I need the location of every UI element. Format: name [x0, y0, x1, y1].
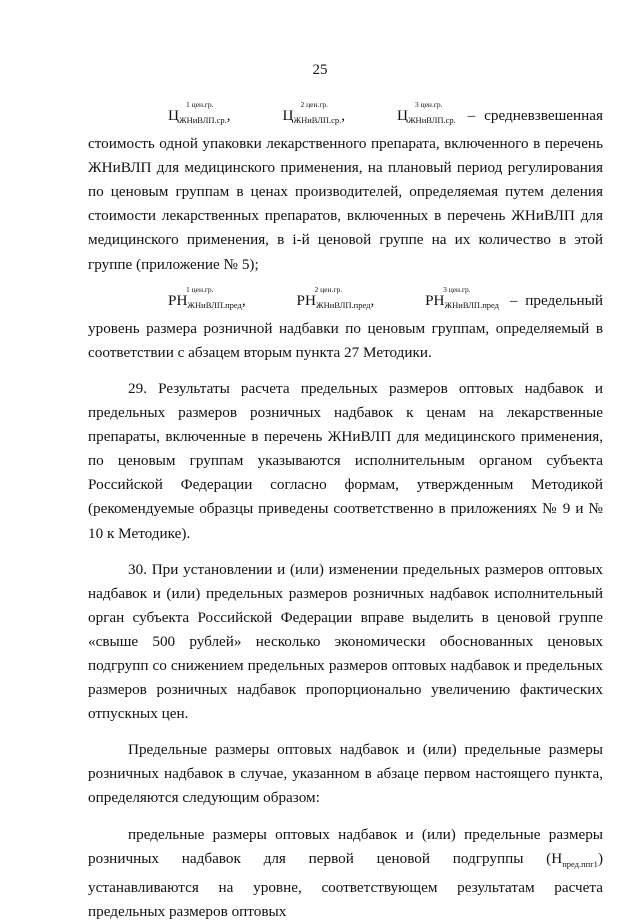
formula-tsen-definition: [88, 100, 604, 277]
formula-term: $Ц_{ЖНиВЛП.ср.}$ 1 цен.гр. ,: [168, 100, 231, 125]
formula-tsen-text: – средневзвешенная стоимость одной упаковки лекарственного препарата, включенного в перечень ЖНиВЛП для медицинского применения, на плановый период регулирования по ценовым группам в ценах производителей, определяемая путем деления стоимости лекарственных препаратов, включенных в перечень ЖНиВЛП для медицинского применения, в i-й ценовой группе на их количество в этой группе (приложение № 5);: [88, 107, 604, 273]
formula-rn-definition: [88, 284, 603, 365]
formula-tsen-symbols: [128, 100, 468, 125]
formula-term: $РН_{ЖНиВЛП.пред}$ 2 цен.гр. ,: [296, 284, 375, 310]
page-number: 25: [312, 62, 328, 78]
formula-term: $РН_{ЖНиВЛП.пред}$ 1 цен.гр. ,: [168, 284, 246, 310]
paragraph-limits: Предельные размеры оптовых надбавок и (или) предельные размеры розничных надбавок в случае, указанном в абзаце первом настоящего пункта, определяются следующим образом:: [88, 741, 603, 807]
paragraph-29: 29. Результаты расчета предельных размеров оптовых надбавок и предельных размеров розничных надбавок к ценам на лекарственные препараты, включенные в перечень ЖНиВЛП для медицинского применения, по ценовым группам указываются исполнительным органом субъекта Российской Федерации согласно формам, утвержденным Методикой (рекомендуемые образцы приведены соответственно в приложениях № 9 и № 10 к Методике).: [88, 379, 603, 542]
formula-term: $Ц_{ЖНиВЛП.ср.}$ 2 цен.гр. ,: [282, 100, 346, 125]
formula-rn-text: – предельный уровень размера розничной надбавки по ценовым группам, определяемый в соответствии с абзацем вторым пункта 27 Методики.: [88, 291, 603, 361]
formula-rn-symbols: [128, 284, 510, 310]
paragraph-30: 30. При установлении и (или) изменении предельных размеров оптовых надбавок и (или) предельных размеров розничных надбавок исполнительный орган субъекта Российской Федерации вправе выделить в ценовой группе «свыше 500 рублей» несколько экономически обоснованных ценовых подгрупп со снижением предельных размеров оптовых надбавок и предельных размеров розничных надбавок пропорционально увеличению фактических отпускных цен.: [88, 560, 603, 723]
formula-term: $РН_{ЖНиВЛП.пред}$ 3 цен.гр.: [425, 284, 499, 310]
document-body: [88, 100, 604, 924]
formula-term: $Ц_{ЖНиВЛП.ср.}$ 3 цен.гр.: [396, 100, 456, 125]
paragraph-first-subgroup: предельные размеры оптовых надбавок и (или) предельные размеры розничных надбавок для первой ценовой подгруппы $(Н_{пред.ппг1})$ устанавливаются на уровне, соответствующем результатам расчета предельных размеров оптовых: [88, 825, 603, 920]
